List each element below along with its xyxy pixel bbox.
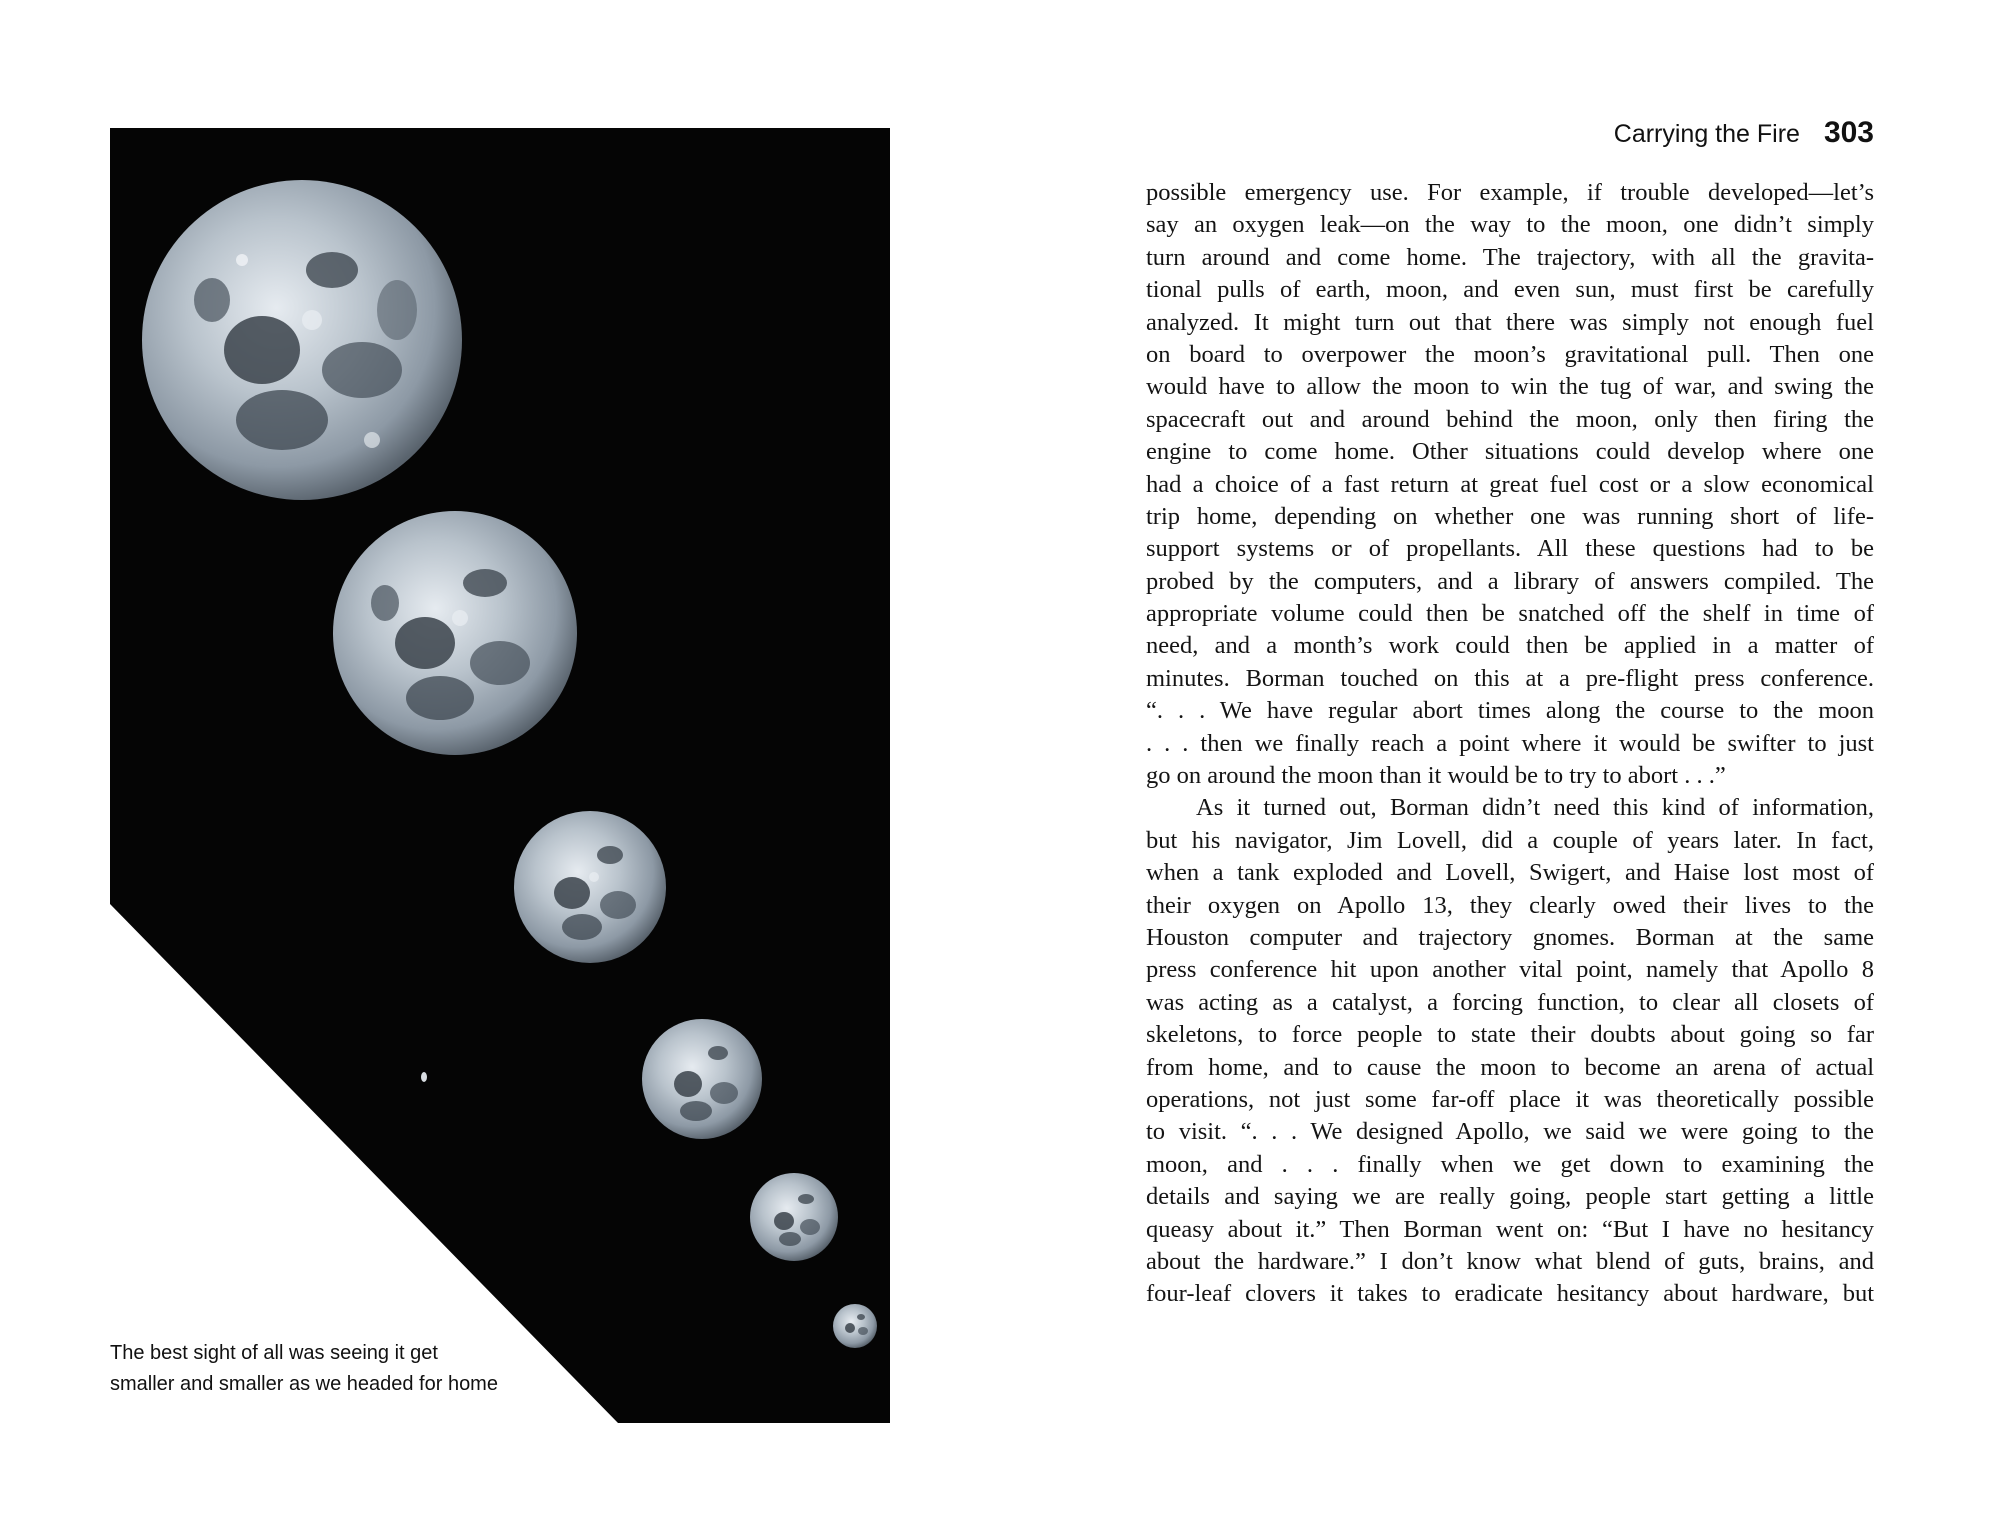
text-line: to visit. “. . . We designed Apollo, we said we were going to the [1146, 1118, 1874, 1146]
text-line: tional pulls of earth, moon, and even sun, must first be carefully [1146, 276, 1874, 304]
text-line: details and saying we are really going, people start getting a little [1146, 1183, 1874, 1211]
small-speck [421, 1072, 427, 1082]
text-line: from home, and to cause the moon to become an arena of actual [1146, 1053, 1874, 1081]
text-line: go on around the moon than it would be to try to abort . . .” [1146, 762, 1726, 790]
body-text [1146, 177, 1874, 1311]
text-line: press conference hit upon another vital point, namely that Apollo 8 [1146, 956, 1874, 984]
photo-caption [110, 1338, 580, 1400]
text-line: appropriate volume could then be snatched off the shelf in time of [1146, 600, 1874, 628]
text-line: skeletons, to force people to state their doubts about going so far [1146, 1021, 1874, 1049]
text-line: moon, and . . . finally when we get down to examining the [1146, 1150, 1874, 1178]
text-line: support systems or of propellants. All these questions had to be [1146, 535, 1874, 563]
moon-6 [833, 1304, 877, 1348]
caption-line: smaller and smaller as we headed for home [110, 1373, 498, 1395]
text-line: but his navigator, Jim Lovell, did a couple of years later. In fact, [1146, 826, 1874, 854]
running-head [1614, 116, 1874, 156]
text-line: on board to overpower the moon’s gravitational pull. Then one [1146, 340, 1874, 368]
moon-2 [333, 511, 577, 755]
text-line: need, and a month’s work could then be applied in a matter of [1146, 632, 1874, 660]
moon-3 [514, 811, 666, 963]
text-line: four-leaf clovers it takes to eradicate hesitancy about hardware, but [1146, 1280, 1874, 1308]
caption-line: The best sight of all was seeing it get [110, 1342, 438, 1364]
text-line: about the hardware.” I don’t know what blend of guts, brains, and [1146, 1247, 1874, 1275]
text-line: operations, not just some far-off place it was theoretically possible [1146, 1085, 1874, 1113]
text-line: trip home, depending on whether one was running short of life- [1146, 502, 1874, 530]
text-line: possible emergency use. For example, if trouble developed—let’s [1146, 179, 1874, 206]
text-line: spacecraft out and around behind the moon, only then firing the [1146, 405, 1874, 433]
moon-sequence-photo [110, 128, 890, 1423]
page-number: 303 [1823, 116, 1874, 149]
text-line: engine to come home. Other situations could develop where one [1146, 438, 1874, 466]
text-line: was acting as a catalyst, a forcing function, to clear all closets of [1146, 988, 1874, 1016]
text-line: analyzed. It might turn out that there was simply not enough fuel [1146, 308, 1874, 336]
text-line: As it turned out, Borman didn’t need this kind of information, [1196, 794, 1874, 822]
text-line: their oxygen on Apollo 13, they clearly owed their lives to the [1146, 891, 1874, 919]
text-line: when a tank exploded and Lovell, Swigert, and Haise lost most of [1146, 859, 1874, 887]
running-title: Carrying the Fire [1613, 120, 1800, 148]
text-line: . . . then we finally reach a point where it would be swifter to just [1146, 729, 1874, 757]
text-line: minutes. Borman touched on this at a pre-flight press conference. [1146, 664, 1874, 692]
text-line: probed by the computers, and a library of answers compiled. The [1146, 567, 1874, 595]
moon-5 [750, 1173, 838, 1261]
right-page [1000, 0, 2000, 1521]
moon-1 [142, 180, 462, 500]
text-line: would have to allow the moon to win the tug of war, and swing the [1146, 373, 1874, 401]
moon-4 [642, 1019, 762, 1139]
text-line: “. . . We have regular abort times along the course to the moon [1146, 697, 1874, 725]
text-line: had a choice of a fast return at great fuel cost or a slow economical [1146, 470, 1874, 498]
text-line: Houston computer and trajectory gnomes. Borman at the same [1146, 923, 1874, 951]
text-line: say an oxygen leak—on the way to the moon, one didn’t simply [1146, 211, 1874, 239]
text-line: queasy about it.” Then Borman went on: “But I have no hesitancy [1146, 1215, 1874, 1243]
text-line: turn around and come home. The trajectory, with all the gravita- [1146, 243, 1874, 271]
